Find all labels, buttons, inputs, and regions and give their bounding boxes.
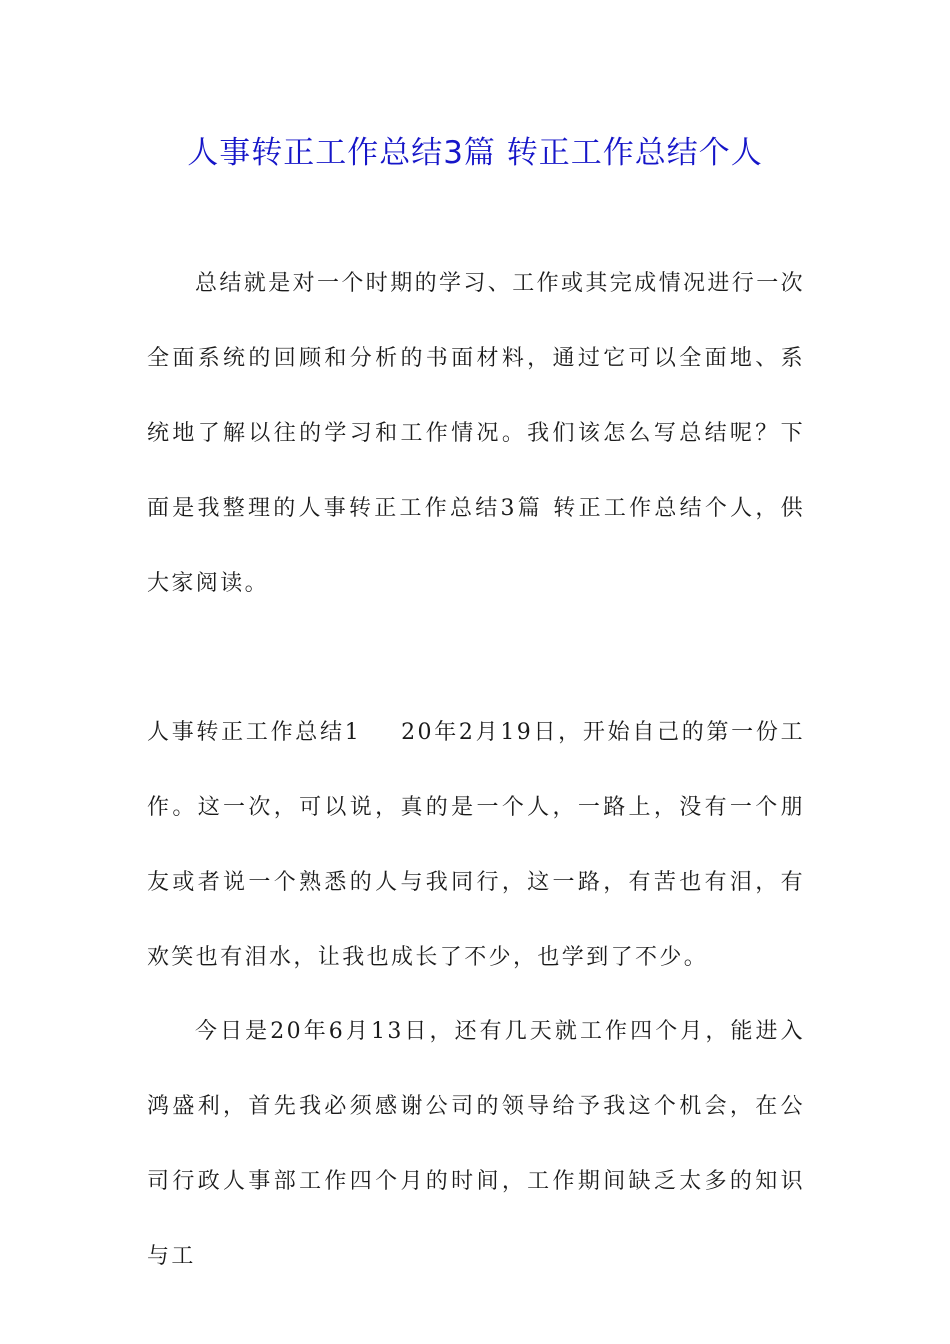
section-paragraph-1-text: 20年2月19日，开始自己的第一份工作。这一次，可以说，真的是一个人，一路上，没有一个朋友或者说一个熟悉的人与我同行，这一路，有苦也有泪，有欢笑也有泪水，让我也成长了不少，也学到了不少。 (147, 720, 805, 970)
section-first-paragraph (147, 695, 805, 995)
section-heading: 人事转正工作总结1 (147, 720, 362, 745)
section-second-paragraph: 今日是20年6月13日，还有几天就工作四个月，能进入鸿盛利，首先我必须感谢公司的领导给予我这个机会，在公司行政人事部工作四个月的时间，工作期间缺乏太多的知识与工 (147, 1019, 805, 1269)
intro-paragraph: 总结就是对一个时期的学习、工作或其完成情况进行一次全面系统的回顾和分析的书面材料，通过它可以全面地、系统地了解以往的学习和工作情况。我们该怎么写总结呢？下面是我整理的人事转正工作总结3篇 转正工作总结个人，供大家阅读。 (147, 271, 806, 596)
document-title: 人事转正工作总结3篇 转正工作总结个人 (187, 135, 763, 171)
